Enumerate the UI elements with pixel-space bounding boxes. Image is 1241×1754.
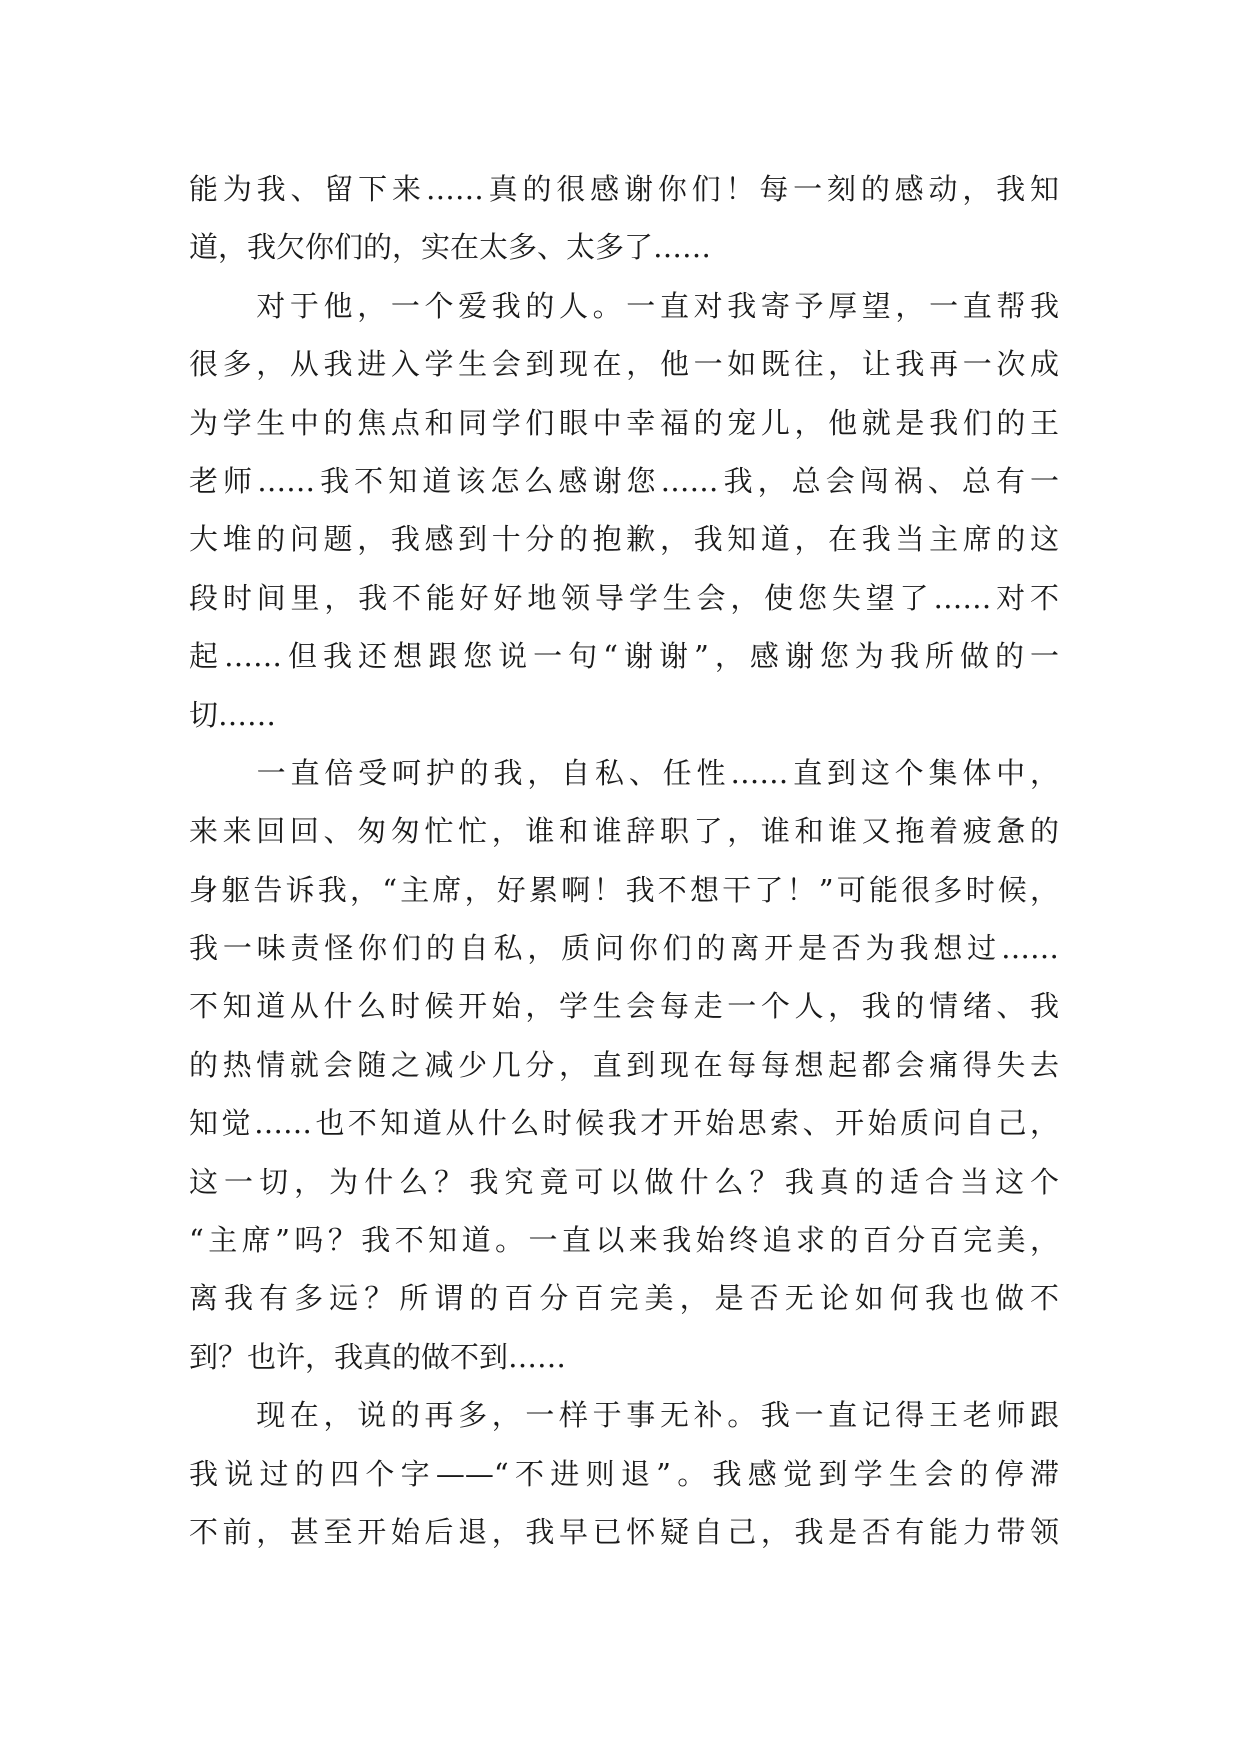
- text-line: 知觉……也不知道从什么时候我才开始思索、开始质问自己，: [189, 1106, 1059, 1141]
- text-line: “主席”吗？我不知道。一直以来我始终追求的百分百完美，: [189, 1223, 1059, 1258]
- text-line: 这一切，为什么？我究竟可以做什么？我真的适合当这个: [189, 1164, 1059, 1199]
- text-line: 到？也许，我真的做不到……: [189, 1339, 567, 1374]
- text-line: 我说过的四个字——“不进则退”。我感觉到学生会的停滞: [189, 1456, 1059, 1491]
- text-line: 离我有多远？所谓的百分百完美，是否无论如何我也做不: [189, 1281, 1059, 1316]
- text-line: 现在，说的再多，一样于事无补。我一直记得王老师跟: [189, 1398, 1059, 1433]
- text-line: 的热情就会随之减少几分，直到现在每每想起都会痛得失去: [189, 1047, 1059, 1082]
- text-line: 大堆的问题，我感到十分的抱歉，我知道，在我当主席的这: [189, 522, 1059, 557]
- text-line: 道，我欠你们的，实在太多、太多了……: [189, 230, 712, 265]
- text-line: 切……: [189, 697, 277, 732]
- text-line: 一直倍受呵护的我，自私、任性……直到这个集体中，: [189, 755, 1059, 790]
- text-line: 为学生中的焦点和同学们眼中幸福的宠儿，他就是我们的王: [189, 405, 1059, 440]
- text-line: 来来回回、匆匆忙忙，谁和谁辞职了，谁和谁又拖着疲惫的: [189, 814, 1059, 849]
- body-text: [189, 160, 1059, 1561]
- text-line: 不知道从什么时候开始，学生会每走一个人，我的情绪、我: [189, 989, 1059, 1024]
- text-line: 对于他，一个爱我的人。一直对我寄予厚望，一直帮我: [189, 288, 1059, 323]
- text-line: 段时间里，我不能好好地领导学生会，使您失望了……对不: [189, 580, 1059, 615]
- text-line: 不前，甚至开始后退，我早已怀疑自己，我是否有能力带领: [189, 1514, 1059, 1549]
- text-line: 老师……我不知道该怎么感谢您……我，总会闯祸、总有一: [189, 463, 1059, 498]
- text-line: 起……但我还想跟您说一句“谢谢”，感谢您为我所做的一: [189, 639, 1059, 674]
- text-line: 很多，从我进入学生会到现在，他一如既往，让我再一次成: [189, 347, 1059, 382]
- text-line: 我一味责怪你们的自私，质问你们的离开是否为我想过……: [189, 931, 1059, 966]
- text-line: 身躯告诉我，“主席，好累啊！我不想干了！”可能很多时候，: [189, 872, 1059, 907]
- text-line: 能为我、留下来……真的很感谢你们！每一刻的感动，我知: [189, 172, 1059, 206]
